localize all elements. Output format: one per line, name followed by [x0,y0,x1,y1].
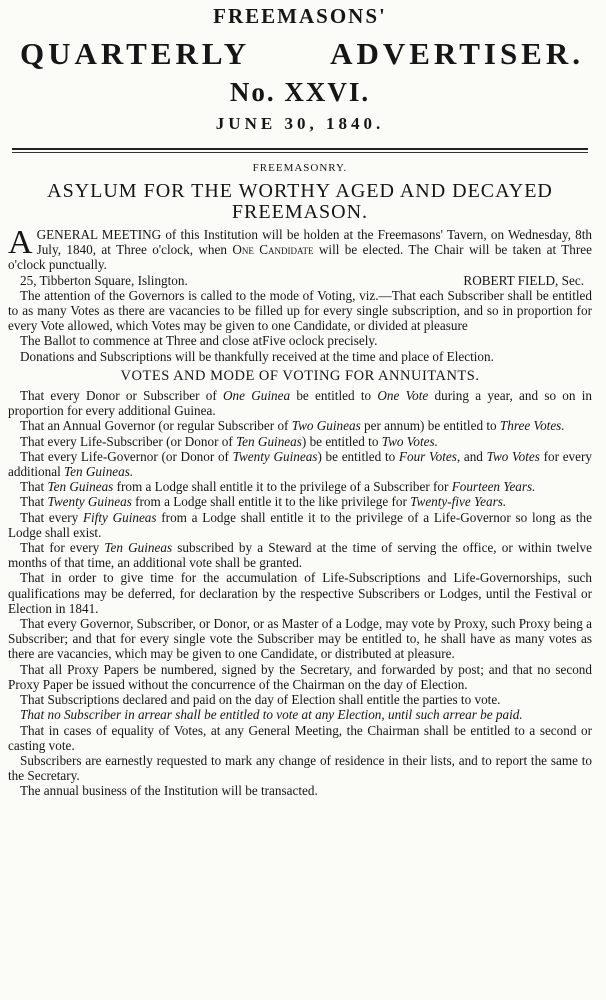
drop-cap: A [8,224,33,261]
voting-notice: The attention of the Governors is called to the mode of Voting, viz.—That each Subscriber shall be entitled to as many Votes as there are vacancies to be filled up for every single subscription, and so in proportion for every Vote allowed, which Votes may be given to one Candidate, or divided at pleasure [8,287,592,334]
footer-annual-business: The annual business of the Institution will be transacted. [20,783,318,799]
masthead-title-right: ADVERTISER. [330,36,584,71]
rule-2: That an Annual Governor (or regular Subscriber of Two Guineas per annum) be entitled to Three Votes. [20,418,565,434]
masthead-rule-thin [12,152,588,153]
rule-12: That Subscriptions declared and paid on the day of Election shall entitle the parties to vote. [20,692,501,708]
article-heading-line2: FREEMASON. [231,201,369,223]
masthead [8,0,592,153]
secretary-signature: ROBERT FIELD, Sec. [463,272,584,288]
votes-heading: VOTES AND MODE OF VOTING FOR ANNUITANTS. [120,367,480,384]
meeting-notice: AGENERAL MEETING of this Institution will be holden at the Freemasons' Tavern, on Wednesday, 8th July, 1840, at Three o'clock, when One Candidate will be elected. The Chair will be taken at Three o'clock punctually. [8,224,593,273]
rule-10: That every Governor, Subscriber, or Donor, or as Master of a Lodge, may vote by Proxy, such Proxy being a Subscriber; and that for every single vote the Subscriber may be entitled to, he shall have as many votes as there are vacancies, which may be given to one Candidate, or distributed at pleasure. [8,616,592,662]
masthead-title-left: QUARTERLY [20,36,251,71]
rule-13: That no Subscriber in arrear shall be entitled to vote at any Election, until such arrear be paid. [20,707,523,723]
rule-7: That every Fifty Guineas from a Lodge shall entitle it to the privilege of a Life-Governor so long as the Lodge shall exist. [8,509,593,540]
issue-number: No. XXVI. [229,77,371,107]
rule-9: That in order to give time for the accumulation of Life-Subscriptions and Life-Governorships, such qualifications may be deferred, for declaration by the respective Subscribers or Lodges, until the Festival or Election in 1841. [8,570,592,616]
rule-11: That all Proxy Papers be numbered, signed by the Secretary, and forwarded by post; and that no second Proxy Paper be issued without the concurrence of the Chairman on the day of Election. [8,661,592,692]
masthead-rule [12,148,588,150]
rule-6: That Twenty Guineas from a Lodge shall entitle it to the like privilege for Twenty-five Years. [20,494,507,510]
masthead-title [8,35,592,73]
rule-8: That for every Ten Guineas subscribed by a Steward at the time of serving the office, or within twelve months of that time, an additional vote shall be granted. [8,540,592,571]
section-title: FREEMASONRY. [252,162,348,174]
ballot-notice: The Ballot to commence at Three and close atFive oclock precisely. [20,333,378,349]
footer-notice: Subscribers are earnestly requested to mark any change of residence in their lists, and to report the same to the Secretary. [8,752,592,784]
donations-notice: Donations and Subscriptions will be thankfully received at the time and place of Election. [20,348,494,364]
article-body [8,224,593,799]
article-heading-line1: ASYLUM FOR THE WORTHY AGED AND DECAYED [47,180,553,202]
issue-date: JUNE 30, 1840. [215,114,385,133]
address-line [8,273,592,288]
rule-14: That in cases of equality of Votes, at any General Meeting, the Chairman shall be entitled to a second or casting vote. [8,722,592,753]
masthead-line1: FREEMASONS' [213,4,387,28]
rule-5: That Ten Guineas from a Lodge shall entitle it to the privilege of a Subscriber for Fourteen Years. [20,479,536,495]
rule-4: That every Life-Governor (or Donor of Twenty Guineas) be entitled to Four Votes, and Two Votes for every additional Ten Guineas. [8,448,592,480]
rule-3: That every Life-Subscriber (or Donor of Ten Guineas) be entitled to Two Votes. [20,433,438,449]
rule-1: That every Donor or Subscriber of One Guinea be entitled to One Vote during a year, and so on in proportion for every additional Guinea. [8,388,592,419]
address: 25, Tibberton Square, Islington. [20,272,188,288]
